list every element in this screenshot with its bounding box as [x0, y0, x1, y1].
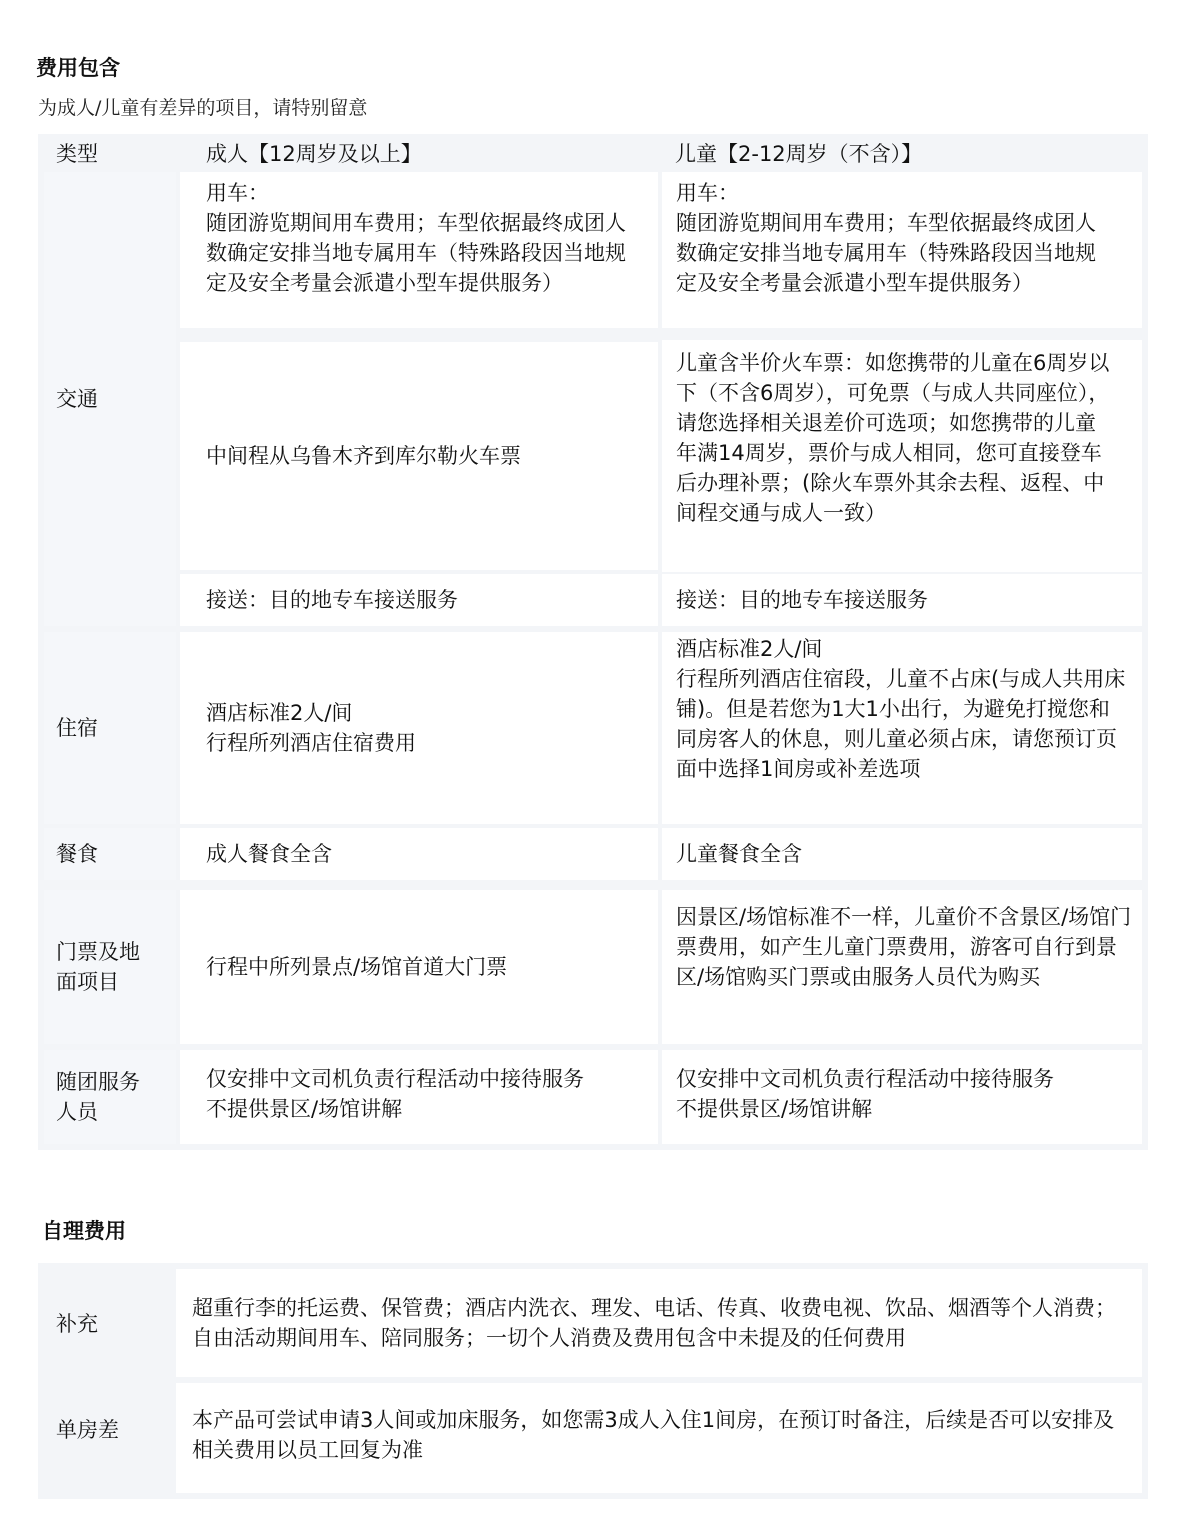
transport-train-adult: 中间程从乌鲁木齐到库尔勒火车票 — [180, 342, 658, 570]
self-pay-label-supplement: 补充 — [38, 1263, 174, 1499]
header-adult: 成人【12周岁及以上】 — [206, 142, 422, 166]
self-pay-text-single-room: 本产品可尝试申请3人间或加床服务，如您需3成人入住1间房，在预订时备注，后续是否可以安排及相关费用以员工回复为准 — [176, 1383, 1142, 1493]
staff-adult: 仅安排中文司机负责行程活动中接待服务 不提供景区/场馆讲解 — [180, 1050, 658, 1144]
self-pay-text-supplement: 超重行李的托运费、保管费；酒店内洗衣、理发、电话、传真、收费电视、饮品、烟酒等个人消费；自由活动期间用车、陪同服务；一切个人消费及费用包含中未提及的任何费用 — [176, 1269, 1142, 1377]
header-child: 儿童【2-12周岁（不含）】 — [675, 142, 923, 166]
transport-transfer-adult: 接送：目的地专车接送服务 — [180, 574, 658, 626]
row-type-transport: 交通 — [44, 172, 176, 626]
staff-child: 仅安排中文司机负责行程活动中接待服务 不提供景区/场馆讲解 — [662, 1050, 1142, 1144]
transport-car-child: 用车： 随团游览期间用车费用；车型依据最终成团人数确定安排当地专属用车（特殊路段因当地规定及安全考量会派遣小型车提供服务） — [662, 172, 1142, 328]
lodging-adult: 酒店标准2人/间 行程所列酒店住宿费用 — [180, 632, 658, 824]
self-pay-title: 自理费用 — [42, 1219, 126, 1243]
self-pay-label-single-room: 单房差 — [38, 1415, 174, 1455]
tickets-adult: 行程中所列景点/场馆首道大门票 — [180, 890, 658, 1044]
transport-transfer-child: 接送：目的地专车接送服务 — [662, 574, 1142, 626]
lodging-child: 酒店标准2人/间 行程所列酒店住宿段，儿童不占床(与成人共用床铺)。但是若您为1大1小出行，为避免打搅您和同房客人的休息，则儿童必须占床，请您预订页面中选择1间房或补差选项 — [662, 632, 1142, 824]
fee-include-subtitle: 为成人/儿童有差异的项目，请特别留意 — [38, 97, 368, 119]
row-type-lodging: 住宿 — [44, 632, 176, 824]
tickets-child: 因景区/场馆标准不一样，儿童价不含景区/场馆门票费用，如产生儿童门票费用，游客可自行到景区/场馆购买门票或由服务人员代为购买 — [662, 890, 1142, 1044]
row-type-staff: 随团服务人员 — [44, 1050, 176, 1144]
row-type-tickets: 门票及地面项目 — [44, 890, 176, 1044]
transport-car-adult: 用车： 随团游览期间用车费用；车型依据最终成团人数确定安排当地专属用车（特殊路段因当地规定及安全考量会派遣小型车提供服务） — [180, 172, 658, 328]
self-pay-table — [38, 1263, 1148, 1499]
row-type-meals: 餐食 — [44, 828, 176, 880]
transport-train-child: 儿童含半价火车票：如您携带的儿童在6周岁以下（不含6周岁），可免票（与成人共同座位），请您选择相关退差价可选项；如您携带的儿童年满14周岁，票价与成人相同，您可直接登车后办理补票；(除火车票外其余去程、返程、中间程交通与成人一致） — [662, 340, 1142, 572]
fee-include-title: 费用包含 — [36, 56, 120, 80]
meals-child: 儿童餐食全含 — [662, 828, 1142, 880]
fee-include-table — [38, 134, 1148, 1150]
meals-adult: 成人餐食全含 — [180, 828, 658, 880]
header-type: 类型 — [56, 142, 98, 166]
